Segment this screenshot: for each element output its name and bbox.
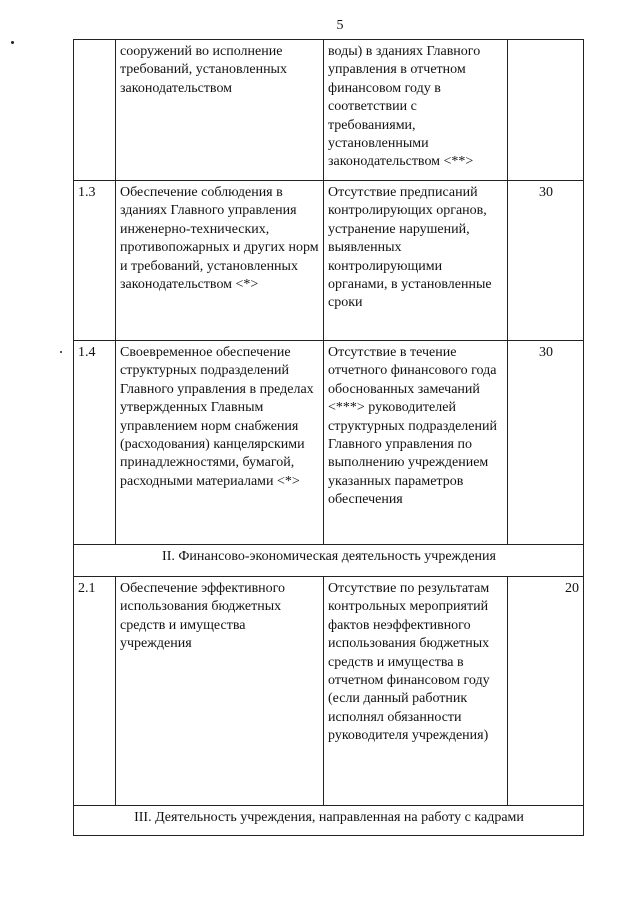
score-cell: 30	[508, 181, 584, 341]
section-header-row-3	[74, 806, 584, 836]
criterion-cell: Отсутствие по результатам контрольных мероприятий фактов неэффективного использования бюджетных средств и имущества в отчетном финансовом году (если данный работник исполнял обязанности руководителя учреждения)	[324, 577, 508, 806]
scan-speck	[60, 351, 62, 353]
section-title: II. Финансово-экономическая деятельность учреждения	[74, 545, 584, 577]
criterion-cell: Отсутствие предписаний контролирующих органов, устранение нарушений, выявленных контролирующими органами, в установленные сроки	[324, 181, 508, 341]
indicator-name-cell: сооружений во исполнение требований, установленных законодательством	[116, 40, 324, 181]
criterion-cell: Отсутствие в течение отчетного финансового года обоснованных замечаний <***> руководителей структурных подразделений Главного управления по выполнению учреждением указанных параметров обеспечения	[324, 341, 508, 545]
score-cell	[508, 40, 584, 181]
row-number-cell: 2.1	[74, 577, 116, 806]
section-header-row-2	[74, 545, 584, 577]
score-cell: 20	[508, 577, 584, 806]
table-row-continued	[74, 40, 584, 181]
indicator-name-cell: Обеспечение эффективного использования бюджетных средств и имущества учреждения	[116, 577, 324, 806]
indicator-name-cell: Обеспечение соблюдения в зданиях Главного управления инженерно-технических, противопожарных и других норм и требований, установленных законодательством <*>	[116, 181, 324, 341]
row-number-cell: 1.4	[74, 341, 116, 545]
scan-speck	[11, 41, 14, 44]
row-number-cell	[74, 40, 116, 181]
table-row-2-1	[74, 577, 584, 806]
table-row-1-4	[74, 341, 584, 545]
criterion-cell: воды) в зданиях Главного управления в отчетном финансовом году в соответствии с требованиями, установленными законодательством <**>	[324, 40, 508, 181]
table-row-1-3	[74, 181, 584, 341]
row-number-cell: 1.3	[74, 181, 116, 341]
page-number: 5	[336, 18, 344, 33]
criteria-table	[73, 39, 584, 836]
section-title: III. Деятельность учреждения, направленная на работу с кадрами	[74, 806, 584, 836]
indicator-name-cell: Своевременное обеспечение структурных подразделений Главного управления в пределах утвержденных Главным управлением норм снабжения (расходования) канцелярскими принадлежностями, бумагой, расходными материалами <*>	[116, 341, 324, 545]
score-cell: 30	[508, 341, 584, 545]
